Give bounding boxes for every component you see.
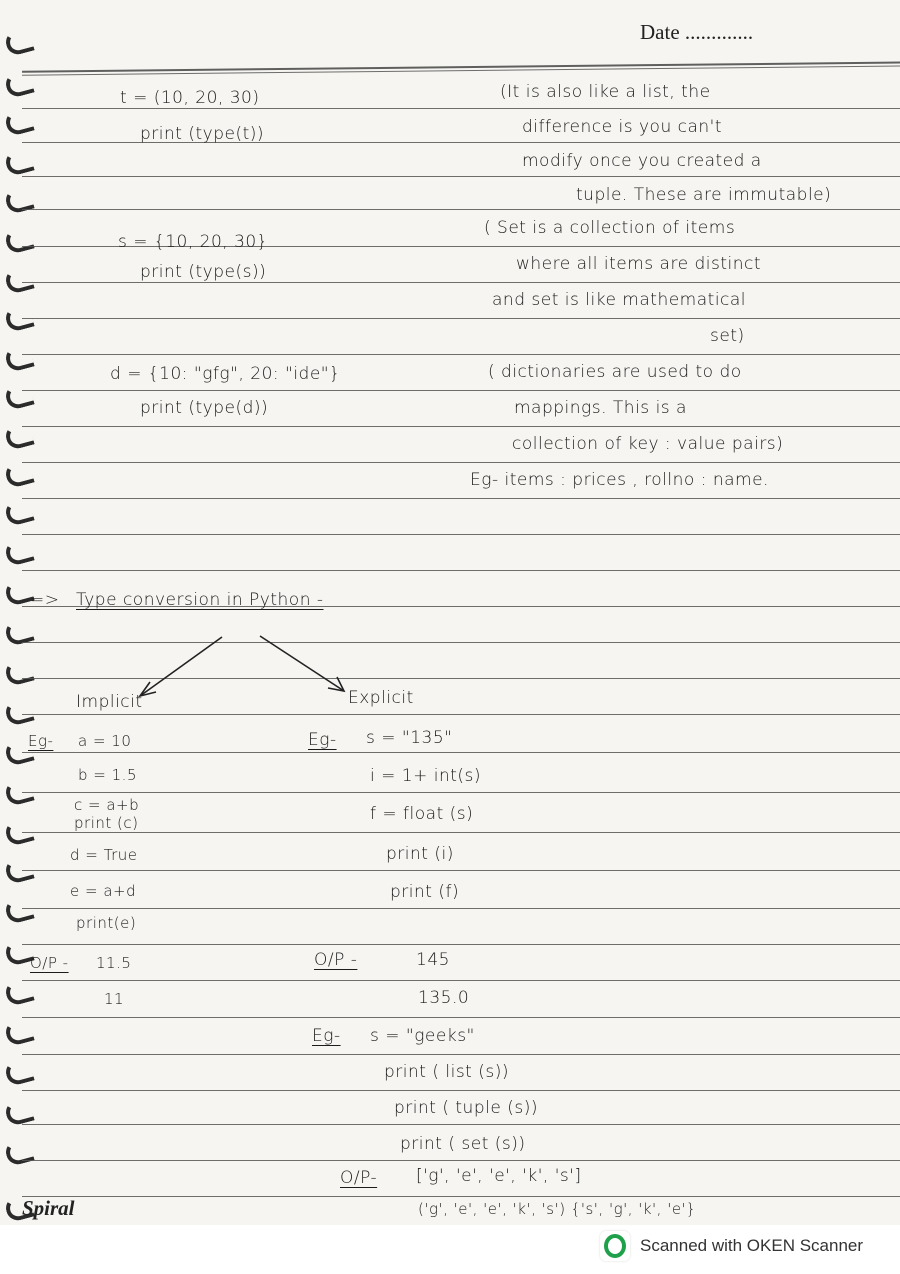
geeks-code-line: s = "geeks": [370, 1026, 475, 1046]
explicit-code-line: print (i): [386, 844, 454, 864]
dict-note-line: collection of key : value pairs): [512, 434, 784, 454]
explicit-code-line: i = 1+ int(s): [370, 766, 482, 786]
explicit-code-line: s = "135": [366, 728, 453, 748]
tuple-code-line: print (type(t)): [140, 124, 265, 144]
explicit-label: Explicit: [348, 688, 414, 708]
implicit-eg-label: Eg-: [28, 732, 54, 750]
heading-arrow: =>: [30, 590, 60, 610]
set-note-line: and set is like mathematical: [492, 290, 747, 310]
implicit-op-label: O/P -: [30, 954, 69, 972]
set-note-line: ( Set is a collection of items: [484, 218, 736, 238]
dict-note-line: ( dictionaries are used to do: [488, 362, 742, 382]
dict-note-line: mappings. This is a: [514, 398, 687, 418]
explicit-output: 145: [416, 950, 450, 970]
explicit-output: 135.0: [418, 988, 470, 1008]
scanner-watermark: [600, 1231, 863, 1261]
geeks-code-line: print ( list (s)): [384, 1062, 510, 1082]
date-field: Date .............: [640, 20, 754, 44]
geeks-code-line: print ( tuple (s)): [394, 1098, 538, 1118]
set-code-line: s = {10, 20, 30}: [118, 232, 269, 252]
dict-code-line: d = {10: "gfg", 20: "ide"}: [110, 364, 341, 384]
explicit-op-label: O/P -: [314, 950, 358, 970]
explicit-code-line: print (f): [390, 882, 460, 902]
implicit-code-line: e = a+d: [70, 882, 137, 900]
implicit-output: 11: [104, 990, 125, 1008]
implicit-code-line: print(e): [76, 914, 137, 932]
implicit-output: 11.5: [96, 954, 132, 972]
implicit-code-line: d = True: [70, 846, 138, 864]
tuple-note-line: (It is also like a list, the: [500, 82, 711, 102]
notebook-brand: Spiral: [22, 1196, 75, 1220]
dict-note-line: Eg- items : prices , rollno : name.: [470, 470, 769, 490]
geeks-eg-label: Eg-: [312, 1026, 341, 1046]
dict-code-line: print (type(d)): [140, 398, 269, 418]
set-code-line: print (type(s)): [140, 262, 267, 282]
tuple-note-line: modify once you created a: [522, 151, 762, 171]
implicit-label: Implicit: [76, 692, 143, 712]
set-note-line: set): [710, 326, 745, 346]
geeks-op-label: O/P-: [340, 1168, 378, 1188]
explicit-eg-label: Eg-: [308, 730, 337, 750]
geeks-output: ['g', 'e', 'e', 'k', 's']: [416, 1166, 582, 1186]
oken-logo-icon: [600, 1231, 630, 1261]
implicit-code-line: c = a+b: [74, 796, 140, 814]
type-conversion-heading: Type conversion in Python -: [76, 590, 324, 610]
tuple-code-line: t = (10, 20, 30): [120, 88, 260, 108]
scanner-text: Scanned with OKEN Scanner: [640, 1236, 864, 1255]
explicit-code-line: f = float (s): [370, 804, 474, 824]
set-note-line: where all items are distinct: [516, 254, 761, 274]
geeks-output: ('g', 'e', 'e', 'k', 's') {'s', 'g', 'k', 'e'}: [418, 1200, 697, 1218]
geeks-code-line: print ( set (s)): [400, 1134, 526, 1154]
implicit-code-line: a = 10: [78, 732, 132, 750]
tuple-note-line: tuple. These are immutable): [576, 185, 832, 205]
tuple-note-line: difference is you can't: [522, 117, 723, 137]
implicit-code-line: print (c): [74, 814, 139, 832]
implicit-code-line: b = 1.5: [78, 766, 137, 784]
